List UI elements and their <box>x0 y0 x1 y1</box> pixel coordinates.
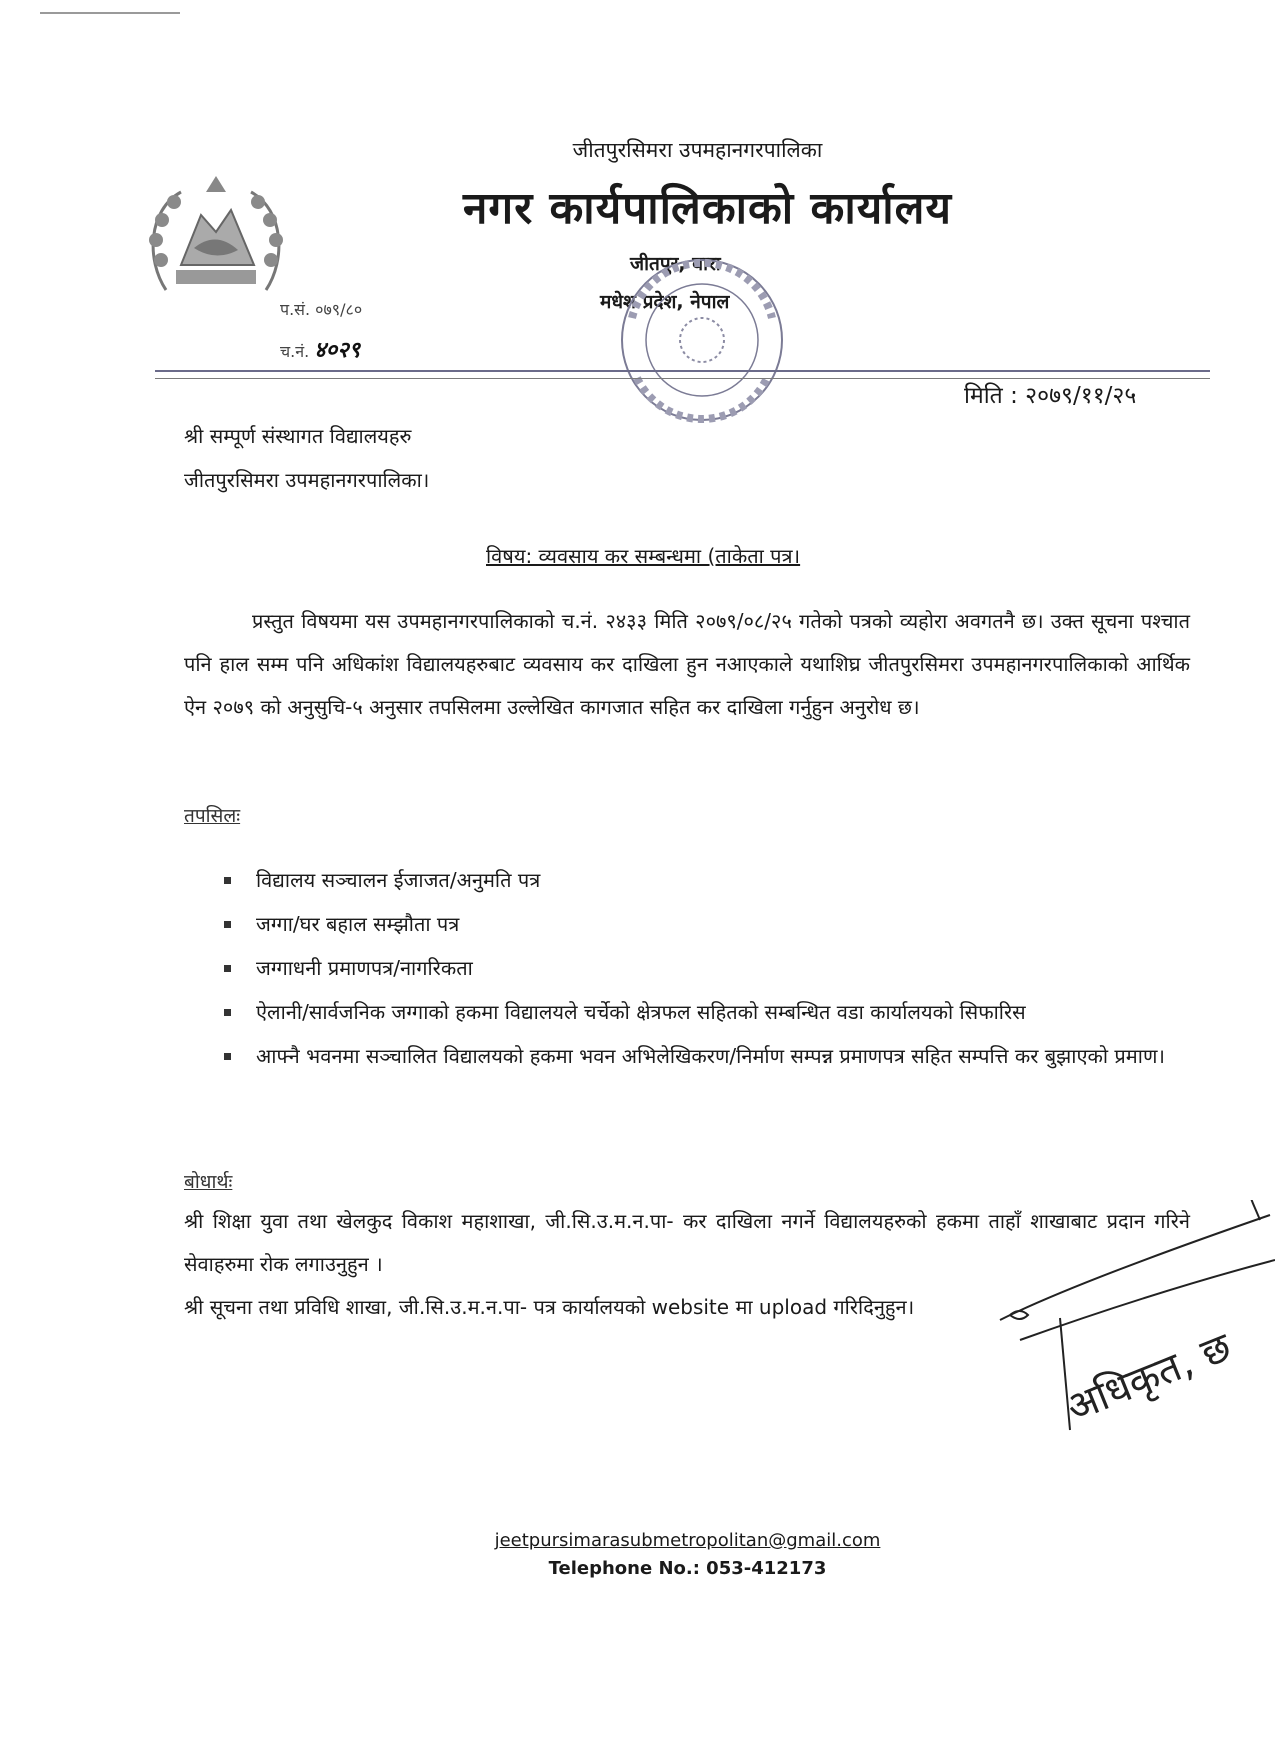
recipient-line-2: जीतपुरसिमरा उपमहानगरपालिका। <box>184 468 430 492</box>
letter-subject: विषय: व्यवसाय कर सम्बन्धमा (ताकेता पत्र। <box>486 544 801 568</box>
signature-icon <box>990 1200 1275 1460</box>
details-list-item: जग्गा/घर बहाल सम्झौता पत्र <box>218 902 1190 946</box>
details-list <box>218 858 1190 1078</box>
details-list-item: आफ्नै भवनमा सञ्चालित विद्यालयको हकमा भवन अभिलेखिकरण/निर्माण सम्पन्न प्रमाणपत्र सहित सम्पत्ति कर बुझाएको प्रमाण। <box>218 1034 1190 1078</box>
contact-email[interactable]: jeetpursimarasubmetropolitan@gmail.com <box>494 1530 881 1551</box>
svg-text:अधिकृत, छ: अधिकृत, छ <box>1060 1323 1238 1432</box>
recipient-line-1: श्री सम्पूर्ण संस्थागत विद्यालयहरु <box>184 424 412 448</box>
scan-top-mark <box>40 12 180 14</box>
letter-date: मिति : २०७९/११/२५ <box>964 383 1137 409</box>
office-title: नगर कार्यपालिकाको कार्यालय <box>463 183 952 234</box>
header-divider <box>155 370 1210 372</box>
details-list-item: विद्यालय सञ्चालन ईजाजत/अनुमति पत्र <box>218 858 1190 902</box>
details-list-item: जग्गाधनी प्रमाणपत्र/नागरिकता <box>218 946 1190 990</box>
cc-line: श्री सूचना तथा प्रविधि शाखा, जी.सि.उ.म.न.पा- पत्र कार्यालयको website मा upload गरिदिनुहुन। <box>184 1295 915 1319</box>
reference-number: प.सं. ०७९/८० <box>280 300 363 319</box>
details-label: तपसिलः <box>184 805 241 827</box>
office-stamp-icon <box>602 248 802 438</box>
cc-label: बोधार्थः <box>184 1171 233 1193</box>
details-list-item: ऐलानी/सार्वजनिक जग्गाको हकमा विद्यालयले चर्चेको क्षेत्रफल सहितको सम्बन्धित वडा कार्यालयको सिफारिस <box>218 990 1190 1034</box>
org-name: जीतपुरसिमरा उपमहानगरपालिका <box>572 138 823 162</box>
address-line-1: जीतपुर, बारा <box>630 253 721 275</box>
dispatch-number <box>280 334 360 364</box>
dispatch-number-value: ४०२९ <box>314 338 361 363</box>
cc-line: श्री शिक्षा युवा तथा खेलकुद विकाश महाशाखा, जी.सि.उ.म.न.पा- कर दाखिला नगर्ने विद्यालयहरुको हकमा ताहाँ शाखाबाट प्रदान गरिने सेवाहरुमा रोक लगाउनुहुन । <box>184 1209 1190 1276</box>
letter-body: प्रस्तुत विषयमा यस उपमहानगरपालिकाको च.नं. २४३३ मिति २०७९/०८/२५ गतेको पत्रको व्यहोरा अवगतनै छ। उक्त सूचना पश्चात पनि हाल सम्म पनि अधिकांश विद्यालयहरुबाट व्यवसाय कर दाखिला हुन नआएकाले यथाशिघ्र जीतपुरसिमरा उपमहानगरपालिकाको आर्थिक ऐन २०७९ को अनुसुचि-५ अनुसार तपसिलमा उल्लेखित कागजात सहित कर दाखिला गर्नुहुन अनुरोध छ। <box>184 609 1190 719</box>
dispatch-number-label: च.नं. <box>280 342 310 361</box>
contact-phone: Telephone No.: 053-412173 <box>548 1558 827 1579</box>
address-line-2: मधेश प्रदेश, नेपाल <box>600 291 730 313</box>
